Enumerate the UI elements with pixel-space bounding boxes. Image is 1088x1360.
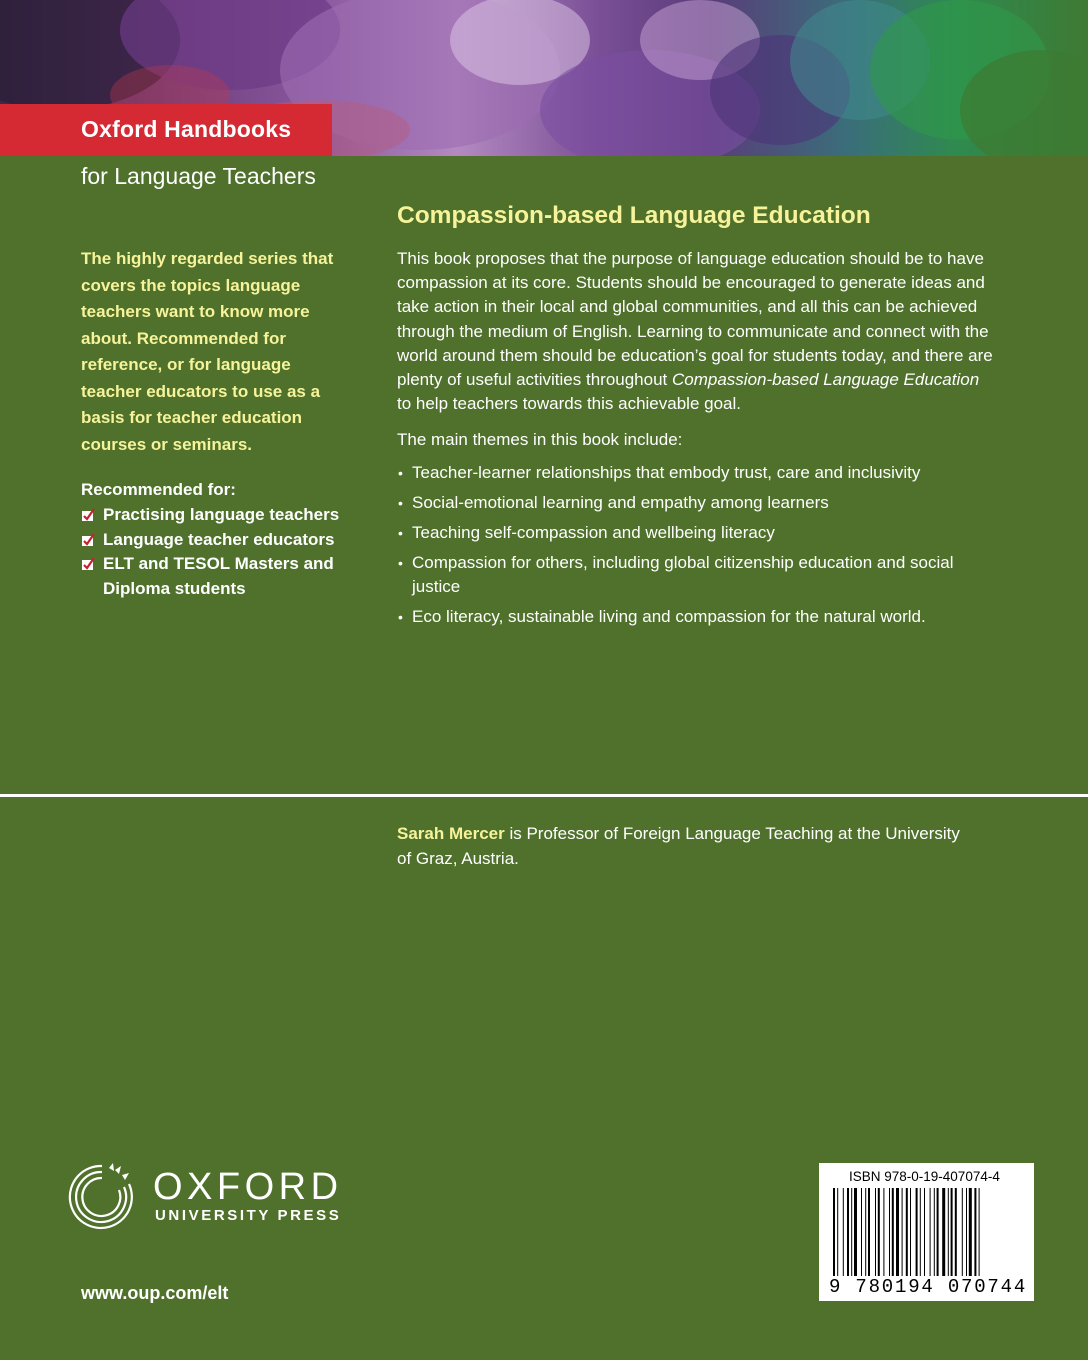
publisher-name: OXFORD [153,1166,343,1208]
barcode-bar [878,1188,880,1276]
series-title: Oxford Handbooks [81,116,292,142]
barcode-bar [916,1188,918,1276]
recommended-item [81,552,361,601]
barcode-bar [865,1188,866,1276]
isbn-label: ISBN 978-0-19-407074-4 [849,1169,1000,1184]
barcode-bar [948,1188,949,1276]
bullet-icon: • [398,609,403,625]
barcode-bar [851,1188,852,1276]
recommended-heading: Recommended for: [81,480,236,499]
barcode-bar [962,1188,963,1276]
description-text: This book proposes that the purpose of language education should be to have compassion at its core. Students should be encouraged to generate ideas and take action in their local and global communities, and all this can be achieved through the medium of English. Learning to communicate and connect with the world around them should be education’s goal for students today, and there are plenty of useful activities throughout [397,249,993,390]
barcode-bar [966,1188,967,1276]
barcode-bar [942,1188,945,1276]
recommended-item-label: Language teacher educators [103,529,335,549]
series-subtitle: for Language Teachers [81,163,316,189]
barcode-bars [833,1188,1021,1280]
barcode-bar [979,1188,980,1276]
bullet-icon: • [398,555,403,571]
description-text-end: to help teachers towards this achievable goal. [397,394,741,414]
barcode-bar [974,1188,976,1276]
section-divider [0,794,1088,797]
barcode-bar [833,1188,835,1276]
bullet-icon: • [398,465,403,481]
barcode-bar [934,1188,935,1276]
barcode-bar [883,1188,884,1276]
series-blurb: The highly regarded series that covers the topics language teachers want to know more about. Recommended for reference, or for language teacher educators to use as a basis for teacher education courses or seminars. [81,249,334,454]
barcode-bar [955,1188,957,1276]
oxford-logo-icon [67,1162,137,1232]
publisher-subtitle: UNIVERSITY PRESS [155,1207,342,1224]
theme-item [397,491,997,515]
barcode-bar [930,1188,931,1276]
barcode-bar [910,1188,911,1276]
checkbox-checked-icon [81,533,95,547]
theme-item [397,605,997,629]
checkbox-checked-icon [81,557,95,571]
recommended-list [81,503,361,601]
barcode-bar [837,1188,838,1276]
theme-label: Eco literacy, sustainable living and compassion for the natural world. [412,607,926,626]
theme-item [397,551,997,599]
author-bio-text: is Professor of Foreign Language Teaching at the University of Graz, Austria. [397,824,960,868]
barcode-bar [875,1188,876,1276]
author-bio [397,822,977,871]
book-description [397,247,997,416]
barcode-bar [847,1188,849,1276]
bullet-icon: • [398,495,403,511]
theme-label: Teaching self-compassion and wellbeing literacy [412,523,775,542]
barcode-bar [854,1188,857,1276]
barcode-bar [861,1188,862,1276]
theme-item [397,461,997,485]
author-name: Sarah Mercer [397,824,505,843]
bullet-icon: • [398,525,403,541]
barcode-bar [920,1188,921,1276]
themes-list [397,461,997,635]
barcode-bar [969,1188,972,1276]
barcode-bar [924,1188,925,1276]
recommended-item [81,503,361,528]
theme-item [397,521,997,545]
barcode-bar [896,1188,899,1276]
checkbox-checked-icon [81,508,95,522]
isbn-digits: 9 780194 070744 [829,1276,1028,1298]
publisher-url[interactable]: www.oup.com/elt [81,1283,229,1303]
barcode-bar [892,1188,894,1276]
barcode-bar [868,1188,870,1276]
recommended-item [81,528,361,553]
barcode-bar [906,1188,908,1276]
barcode-bar [889,1188,890,1276]
recommended-item-label: Practising language teachers [103,505,340,524]
barcode-bar [951,1188,953,1276]
description-italic-title: Compassion-based Language Education [672,370,980,390]
theme-label: Teacher-learner relationships that embody trust, care and inclusivity [412,463,921,482]
themes-intro: The main themes in this book include: [397,430,683,449]
isbn-barcode [819,1163,1034,1301]
theme-label: Compassion for others, including global citizenship education and social justice [412,553,954,596]
barcode-bar [843,1188,844,1276]
recommended-item-label: ELT and TESOL Masters and Diploma students [103,554,334,598]
theme-label: Social-emotional learning and empathy among learners [412,493,829,512]
barcode-bar [937,1188,939,1276]
barcode-bar [902,1188,903,1276]
book-title: Compassion-based Language Education [397,202,871,229]
